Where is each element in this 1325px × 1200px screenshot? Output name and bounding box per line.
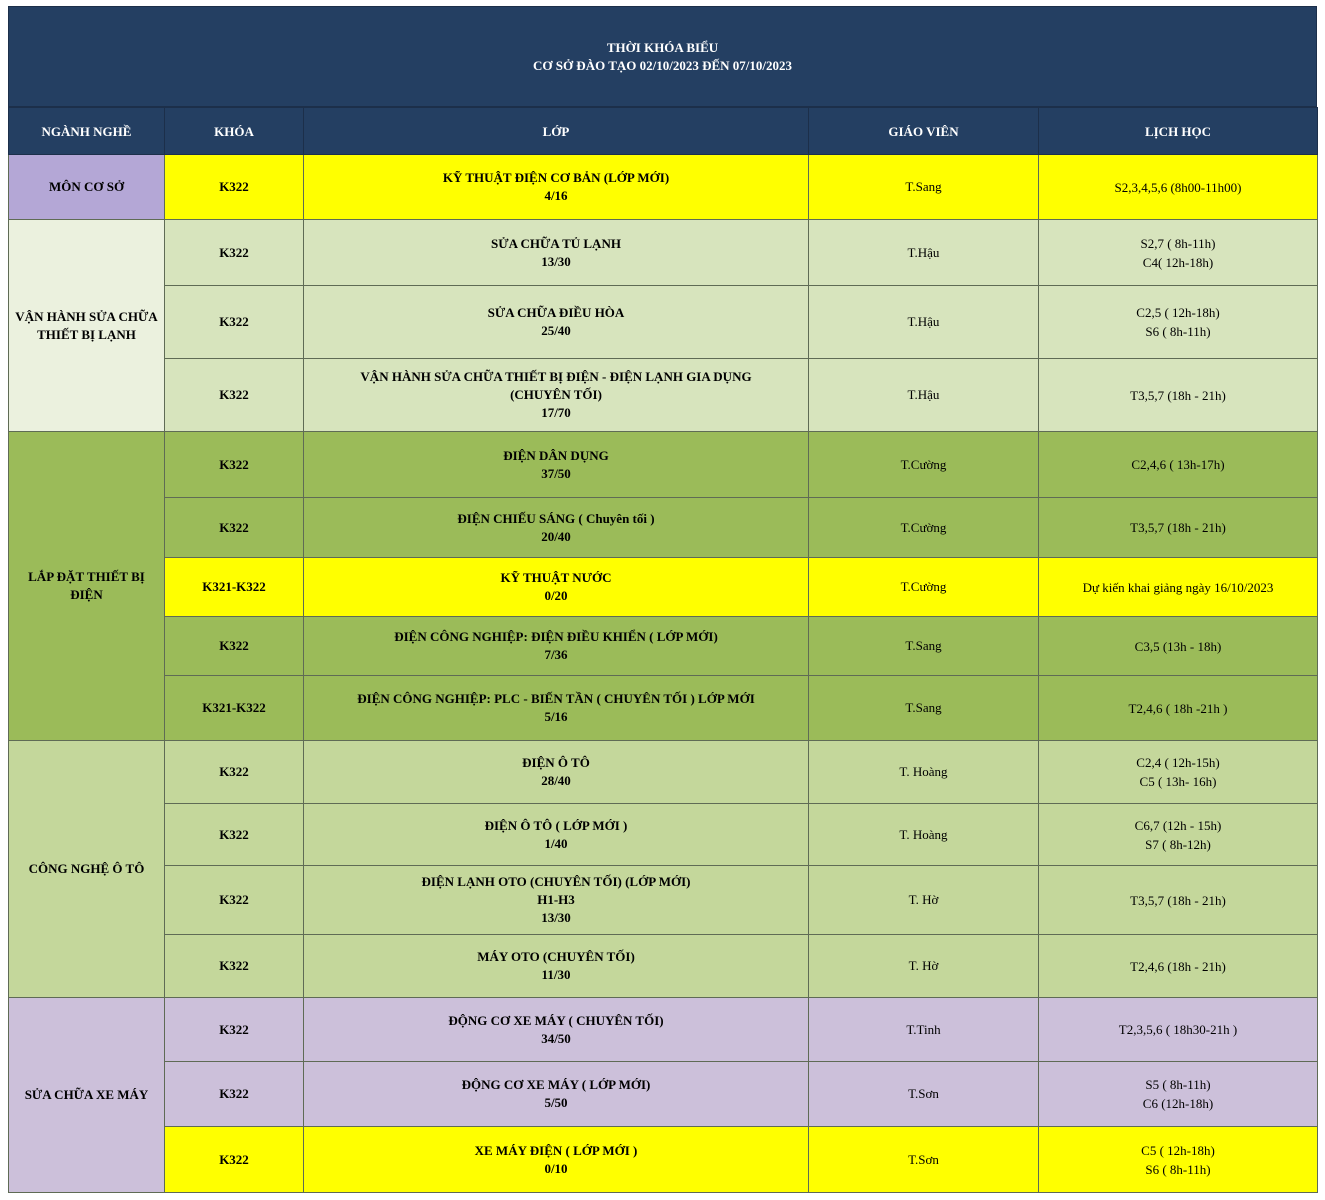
table-row bbox=[9, 1062, 1318, 1127]
lop-line: ĐỘNG CƠ XE MÁY ( LỚP MỚI) bbox=[461, 1077, 651, 1092]
khoa-cell: K322 bbox=[165, 998, 304, 1062]
major-cell: SỬA CHỮA XE MÁY bbox=[9, 998, 165, 1193]
lich-hoc-line: C6,7 (12h - 15h) bbox=[1134, 817, 1222, 833]
schedule-body bbox=[9, 155, 1318, 1193]
lich-hoc-line: T3,5,7 (18h - 21h) bbox=[1130, 387, 1226, 403]
lich-hoc-cell bbox=[1039, 676, 1318, 741]
table-row bbox=[9, 676, 1318, 741]
major-cell: CÔNG NGHỆ Ô TÔ bbox=[9, 741, 165, 998]
lop-line: (CHUYÊN TỐI) bbox=[510, 387, 602, 402]
khoa-cell: K322 bbox=[165, 432, 304, 498]
khoa-cell: K322 bbox=[165, 1062, 304, 1127]
table-row bbox=[9, 1127, 1318, 1193]
table-row bbox=[9, 155, 1318, 220]
column-header-khoa: KHÓA bbox=[165, 108, 304, 155]
lop-line: 17/70 bbox=[541, 405, 571, 420]
lich-hoc-cell bbox=[1039, 359, 1318, 432]
table-row bbox=[9, 617, 1318, 676]
lop-cell bbox=[304, 676, 809, 741]
lop-cell bbox=[304, 741, 809, 804]
giao-vien-cell: T.Hậu bbox=[809, 220, 1039, 286]
lop-cell bbox=[304, 617, 809, 676]
lich-hoc-cell bbox=[1039, 866, 1318, 935]
lich-hoc-line: C2,4 ( 12h-15h) bbox=[1136, 755, 1220, 770]
table-row bbox=[9, 804, 1318, 866]
giao-vien-cell: T.Tinh bbox=[809, 998, 1039, 1062]
lop-line: 4/16 bbox=[544, 188, 568, 203]
lich-hoc-cell bbox=[1039, 286, 1318, 359]
lop-line: MÁY OTO (CHUYÊN TỐI) bbox=[477, 949, 635, 964]
lop-line: 37/50 bbox=[541, 465, 571, 481]
lich-hoc-cell bbox=[1039, 998, 1318, 1062]
giao-vien-cell: T. Hờ bbox=[809, 935, 1039, 998]
table-row bbox=[9, 432, 1318, 498]
giao-vien-cell: T.Hậu bbox=[809, 286, 1039, 359]
lich-hoc-line: T2,3,5,6 ( 18h30-21h ) bbox=[1118, 1022, 1238, 1037]
lich-hoc-line: T3,5,7 (18h - 21h) bbox=[1130, 892, 1226, 908]
lich-hoc-cell bbox=[1039, 617, 1318, 676]
giao-vien-cell: T.Cường bbox=[809, 498, 1039, 558]
giao-vien-cell: T.Sơn bbox=[809, 1127, 1039, 1193]
lich-hoc-cell bbox=[1039, 741, 1318, 804]
khoa-cell: K322 bbox=[165, 220, 304, 286]
lich-hoc-cell bbox=[1039, 558, 1318, 617]
lich-hoc-line: C5 ( 13h- 16h) bbox=[1139, 774, 1217, 789]
lich-hoc-line: C2,5 ( 12h-18h) bbox=[1136, 305, 1220, 320]
lop-line: KỸ THUẬT NƯỚC bbox=[500, 570, 612, 585]
lich-hoc-line: T2,4,6 (18h - 21h) bbox=[1130, 958, 1226, 974]
khoa-cell: K322 bbox=[165, 498, 304, 558]
lich-hoc-line: S7 ( 8h-12h) bbox=[1145, 836, 1211, 852]
lich-hoc-line: C5 ( 12h-18h) bbox=[1141, 1142, 1215, 1158]
giao-vien-cell: T.Sang bbox=[809, 676, 1039, 741]
khoa-cell: K322 bbox=[165, 935, 304, 998]
lich-hoc-line: T2,4,6 ( 18h -21h ) bbox=[1128, 700, 1228, 716]
khoa-cell: K322 bbox=[165, 617, 304, 676]
table-row bbox=[9, 741, 1318, 804]
schedule-table bbox=[8, 107, 1318, 1193]
khoa-cell: K322 bbox=[165, 359, 304, 432]
lop-line: ĐỘNG CƠ XE MÁY ( CHUYÊN TỐI) bbox=[448, 1012, 664, 1028]
lich-hoc-line: Dự kiến khai giảng ngày 16/10/2023 bbox=[1082, 579, 1274, 595]
khoa-cell: K322 bbox=[165, 1127, 304, 1193]
timetable-header bbox=[8, 6, 1317, 107]
lich-hoc-cell bbox=[1039, 1127, 1318, 1193]
lich-hoc-line: C4( 12h-18h) bbox=[1142, 254, 1214, 270]
major-cell: VẬN HÀNH SỬA CHỮA THIẾT BỊ LẠNH bbox=[9, 220, 165, 432]
lop-line: 0/10 bbox=[544, 1160, 568, 1176]
khoa-cell: K322 bbox=[165, 741, 304, 804]
lop-line: 5/50 bbox=[544, 1095, 568, 1110]
lich-hoc-cell bbox=[1039, 498, 1318, 558]
lop-cell bbox=[304, 220, 809, 286]
table-row bbox=[9, 866, 1318, 935]
giao-vien-cell: T. Hờ bbox=[809, 866, 1039, 935]
lop-cell bbox=[304, 432, 809, 498]
lop-line: ĐIỆN Ô TÔ bbox=[522, 755, 590, 770]
table-row bbox=[9, 286, 1318, 359]
lop-line: XE MÁY ĐIỆN ( LỚP MỚI ) bbox=[474, 1142, 638, 1158]
table-row bbox=[9, 935, 1318, 998]
khoa-cell: K322 bbox=[165, 804, 304, 866]
page-title: THỜI KHÓA BIỂU bbox=[606, 39, 719, 55]
table-row bbox=[9, 359, 1318, 432]
major-cell: LẮP ĐẶT THIẾT BỊ ĐIỆN bbox=[9, 432, 165, 741]
giao-vien-cell: T.Sang bbox=[809, 617, 1039, 676]
lop-line: ĐIỆN CÔNG NGHIỆP: ĐIỆN ĐIỀU KHIỂN ( LỚP MỚI) bbox=[394, 629, 718, 644]
column-header-lop: LỚP bbox=[304, 108, 809, 155]
column-header-giao-vien: GIÁO VIÊN bbox=[809, 108, 1039, 155]
lich-hoc-cell bbox=[1039, 155, 1318, 220]
lop-line: VẬN HÀNH SỬA CHỮA THIẾT BỊ ĐIỆN - ĐIỆN LẠNH GIA DỤNG bbox=[360, 369, 752, 384]
giao-vien-cell: T.Sang bbox=[809, 155, 1039, 220]
lop-line: KỸ THUẬT ĐIỆN CƠ BẢN (LỚP MỚI) bbox=[442, 170, 670, 185]
table-row bbox=[9, 998, 1318, 1062]
table-row bbox=[9, 558, 1318, 617]
lop-line: H1-H3 bbox=[537, 892, 575, 907]
lop-cell bbox=[304, 286, 809, 359]
lich-hoc-line: S2,7 ( 8h-11h) bbox=[1140, 235, 1216, 251]
timetable-sheet bbox=[8, 6, 1317, 1193]
lop-line: ĐIỆN CÔNG NGHIỆP: PLC - BIẾN TẦN ( CHUYÊN TỐI ) LỚP MỚI bbox=[357, 691, 755, 706]
table-row bbox=[9, 498, 1318, 558]
page-subtitle: CƠ SỞ ĐÀO TẠO 02/10/2023 ĐẾN 07/10/2023 bbox=[532, 57, 793, 73]
lop-line: 7/36 bbox=[544, 647, 568, 662]
lich-hoc-cell bbox=[1039, 804, 1318, 866]
giao-vien-cell: T. Hoàng bbox=[809, 804, 1039, 866]
lop-cell bbox=[304, 1062, 809, 1127]
lop-line: SỬA CHỮA TỦ LẠNH bbox=[491, 235, 621, 251]
lop-line: 13/30 bbox=[541, 253, 571, 269]
giao-vien-cell: T.Cường bbox=[809, 432, 1039, 498]
lich-hoc-line: S6 ( 8h-11h) bbox=[1145, 324, 1211, 339]
lich-hoc-line: S2,3,4,5,6 (8h00-11h00) bbox=[1114, 179, 1242, 195]
table-row bbox=[9, 220, 1318, 286]
lop-line: 11/30 bbox=[541, 967, 571, 982]
lich-hoc-line: C3,5 (13h - 18h) bbox=[1134, 638, 1222, 654]
lop-cell bbox=[304, 558, 809, 617]
lop-line: 34/50 bbox=[541, 1030, 571, 1046]
khoa-cell: K322 bbox=[165, 286, 304, 359]
lop-line: 5/16 bbox=[544, 709, 568, 724]
lop-line: ĐIỆN CHIẾU SÁNG ( Chuyên tối ) bbox=[457, 510, 655, 526]
giao-vien-cell: T.Hậu bbox=[809, 359, 1039, 432]
lop-cell bbox=[304, 935, 809, 998]
lich-hoc-line: C2,4,6 ( 13h-17h) bbox=[1131, 457, 1225, 472]
khoa-cell: K322 bbox=[165, 866, 304, 935]
column-header-nganh-nghe: NGÀNH NGHỀ bbox=[9, 108, 165, 155]
khoa-cell: K321-K322 bbox=[165, 676, 304, 741]
lop-cell bbox=[304, 155, 809, 220]
khoa-cell: K322 bbox=[165, 155, 304, 220]
column-header-row bbox=[9, 108, 1318, 155]
giao-vien-cell: T.Cường bbox=[809, 558, 1039, 617]
lop-line: 0/20 bbox=[544, 588, 568, 603]
lop-line: 28/40 bbox=[541, 773, 571, 788]
lop-line: 1/40 bbox=[544, 835, 568, 851]
lop-cell bbox=[304, 1127, 809, 1193]
major-cell: MÔN CƠ SỞ bbox=[9, 155, 165, 220]
lop-cell bbox=[304, 804, 809, 866]
lich-hoc-line: S5 ( 8h-11h) bbox=[1145, 1077, 1211, 1092]
khoa-cell: K321-K322 bbox=[165, 558, 304, 617]
giao-vien-cell: T. Hoàng bbox=[809, 741, 1039, 804]
lop-line: SỬA CHỮA ĐIỀU HÒA bbox=[487, 305, 625, 320]
lich-hoc-line: S6 ( 8h-11h) bbox=[1145, 1161, 1211, 1177]
lop-line: ĐIỆN Ô TÔ ( LỚP MỚI ) bbox=[484, 817, 628, 833]
giao-vien-cell: T.Sơn bbox=[809, 1062, 1039, 1127]
lich-hoc-cell bbox=[1039, 935, 1318, 998]
lich-hoc-line: C6 (12h-18h) bbox=[1142, 1096, 1214, 1111]
column-header-lich-hoc: LỊCH HỌC bbox=[1039, 108, 1318, 155]
lop-line: ĐIỆN LẠNH OTO (CHUYÊN TỐI) (LỚP MỚI) bbox=[421, 874, 691, 889]
lop-cell bbox=[304, 866, 809, 935]
lop-cell bbox=[304, 998, 809, 1062]
lop-line: 25/40 bbox=[541, 323, 571, 338]
lich-hoc-cell bbox=[1039, 432, 1318, 498]
lop-line: 13/30 bbox=[541, 910, 571, 925]
lop-cell bbox=[304, 359, 809, 432]
lop-line: ĐIỆN DÂN DỤNG bbox=[503, 447, 609, 463]
lich-hoc-cell bbox=[1039, 220, 1318, 286]
lop-line: 20/40 bbox=[541, 528, 571, 544]
lop-cell bbox=[304, 498, 809, 558]
lich-hoc-cell bbox=[1039, 1062, 1318, 1127]
lich-hoc-line: T3,5,7 (18h - 21h) bbox=[1130, 520, 1226, 535]
